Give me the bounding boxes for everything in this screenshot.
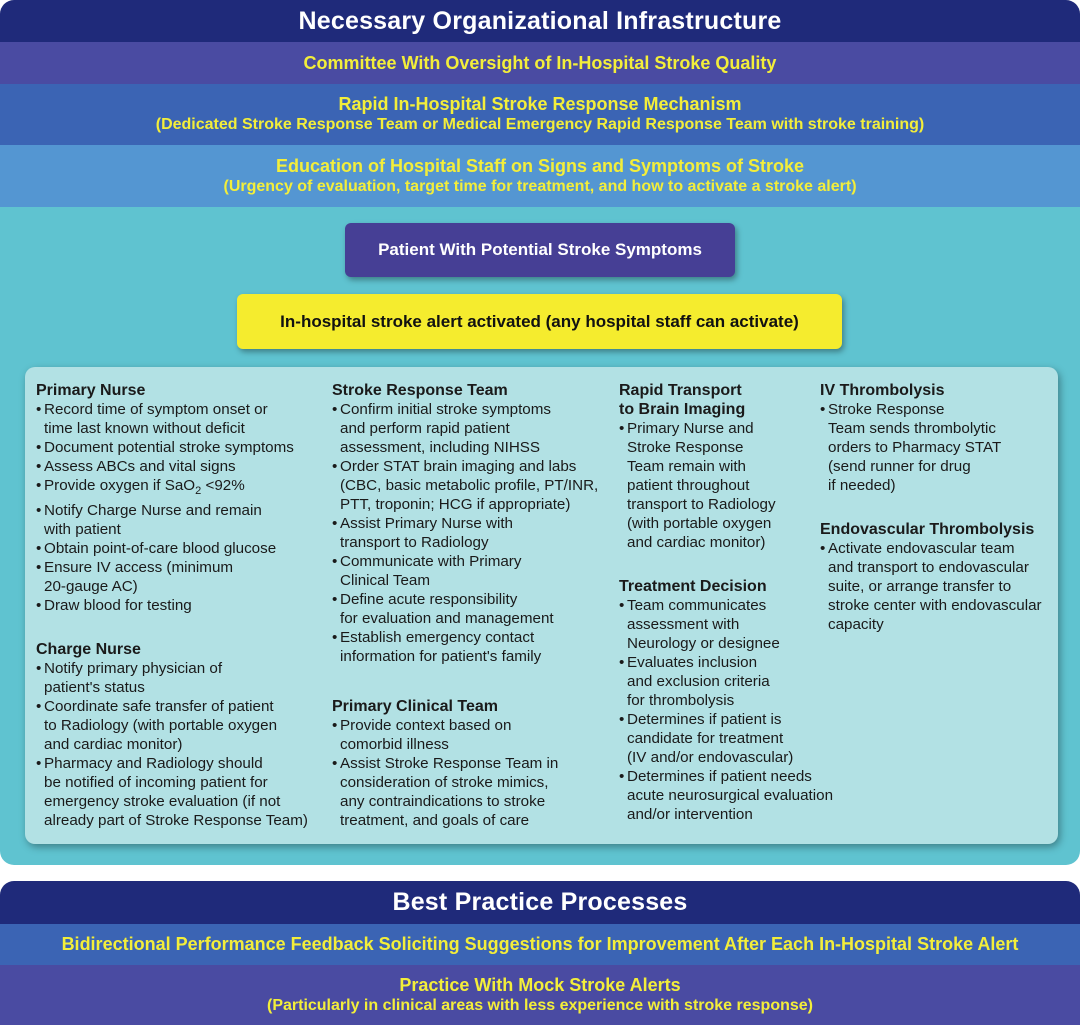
bullet-item	[36, 558, 326, 596]
education-band	[0, 145, 1080, 207]
bullet-line: for evaluation and management	[340, 610, 554, 627]
best-practice-title-text: Best Practice Processes	[392, 888, 688, 916]
bullet-line: orders to Pharmacy STAT	[828, 439, 1002, 456]
education-title: Education of Hospital Staff on Signs and Symptoms of Stroke	[275, 155, 805, 176]
bullet-line: (CBC, basic metabolic profile, PT/INR,	[340, 477, 599, 494]
bullet-line: • Notify primary physician of	[44, 660, 223, 677]
bullet-line: Neurology or designee	[627, 635, 780, 652]
bullet-line: with patient	[44, 521, 121, 539]
bullet-item	[820, 539, 1055, 634]
bullet-line: • Document potential stroke symptoms	[44, 439, 294, 456]
bullet-line: • Primary Nurse and	[627, 420, 754, 437]
bullet-line: suite, or arrange transfer to	[828, 578, 1012, 595]
stroke-alert-text: In-hospital stroke alert activated (any hospital staff can activate)	[280, 311, 799, 331]
bullet-item	[619, 653, 839, 710]
primary-nurse-title: Primary Nurse	[36, 382, 146, 399]
bullet-line: treatment, and goals of care	[340, 812, 530, 829]
bullet-item	[332, 590, 622, 628]
rapid-response-band	[0, 84, 1080, 145]
bullet-line: and cardiac monitor)	[627, 534, 766, 551]
bullet-line: Stroke Response	[627, 439, 744, 456]
bullet-line: • Determines if patient is	[627, 711, 782, 728]
committee-band	[0, 42, 1080, 84]
bullet-line: for thrombolysis	[627, 692, 735, 709]
bullet-item	[36, 400, 326, 438]
bullet-item	[332, 628, 622, 666]
bullet-line: • Evaluates inclusion	[627, 654, 758, 671]
bullet-line: any contraindications to stroke	[340, 793, 546, 810]
rapid-transport-section	[619, 381, 829, 552]
bullet-line: stroke center with endovascular	[828, 597, 1042, 614]
rapid-transport-list	[619, 419, 829, 552]
bullet-line: capacity	[828, 616, 884, 633]
bullet-line: • Confirm initial stroke symptoms	[340, 401, 551, 418]
rapid-response-title: Rapid In-Hospital Stroke Response Mechanism	[338, 94, 742, 114]
primary-nurse-section	[36, 381, 326, 615]
bullet-line: • Draw blood for testing	[44, 597, 192, 615]
bullet-item	[36, 501, 326, 539]
bullet-line: consideration of stroke mimics,	[340, 774, 549, 791]
bullet-line: and transport to endovascular	[828, 559, 1029, 576]
mock-alerts-band	[0, 965, 1080, 1025]
bullet-item	[332, 514, 622, 552]
bullet-line: already part of Stroke Response Team)	[44, 812, 308, 829]
bullet-item	[820, 400, 1055, 495]
feedback-band	[0, 924, 1080, 965]
bullet-text: <92%	[201, 477, 245, 494]
mock-alerts-detail: (Particularly in clinical areas with less experience with stroke response)	[266, 996, 813, 1014]
bullet-item	[36, 539, 326, 558]
rapid-response-detail: (Dedicated Stroke Response Team or Medical Emergency Rapid Response Team with stroke training)	[155, 116, 925, 133]
rapid-transport-title-line-2: to Brain Imaging	[619, 401, 746, 418]
bullet-line: transport to Radiology	[340, 534, 489, 551]
stroke-response-team-section	[332, 381, 622, 666]
charge-nurse-title: Charge Nurse	[36, 641, 141, 658]
endovascular-list	[820, 539, 1055, 634]
bullet-line: Team remain with	[627, 458, 747, 475]
bullet-item	[332, 716, 622, 754]
bullet-item	[619, 710, 839, 767]
bullet-line: Clinical Team	[340, 572, 431, 589]
bullet-item	[36, 697, 326, 754]
patient-symptoms-text: Patient With Potential Stroke Symptoms	[378, 240, 702, 259]
bullet-item	[36, 659, 326, 697]
bullet-line: • Activate endovascular team	[828, 540, 1015, 557]
best-practice-title	[0, 881, 1080, 924]
bullet-line: • Coordinate safe transfer of patient	[44, 698, 274, 715]
bullet-text: Provide oxygen if SaO	[44, 477, 196, 494]
bullet-line: and perform rapid patient	[340, 420, 510, 437]
bullet-line: • Pharmacy and Radiology should	[44, 755, 263, 772]
bullet-line: • Establish emergency contact	[340, 629, 535, 646]
bullet-line: • Determines if patient needs	[627, 768, 812, 785]
bullet-line: and/or intervention	[627, 806, 753, 823]
bullet-line: (IV and/or endovascular)	[627, 749, 794, 766]
infrastructure-title-text: Necessary Organizational Infrastructure	[298, 6, 782, 35]
bullet-line: • Define acute responsibility	[340, 591, 518, 608]
bullet-line: • Stroke Response	[828, 401, 945, 418]
bullet-line: (with portable oxygen	[627, 515, 772, 532]
iv-thrombolysis-section	[820, 381, 1055, 495]
bullet-item	[332, 754, 622, 830]
bullet-line: • Record time of symptom onset or	[44, 401, 268, 418]
bullet-item	[36, 754, 326, 830]
committee-text: Committee With Oversight of In-Hospital Stroke Quality	[303, 52, 777, 73]
bullet-line: assessment with	[627, 616, 740, 633]
bullet-item	[619, 419, 829, 552]
bullet-line: information for patient's family	[340, 648, 542, 665]
stroke-alert-box	[237, 294, 842, 349]
charge-nurse-section	[36, 640, 326, 830]
bullet-line: candidate for treatment	[627, 730, 784, 747]
bullet-line: if needed)	[828, 477, 896, 494]
treatment-decision-list	[619, 596, 839, 824]
bullet-line: • Assist Primary Nurse with	[340, 515, 513, 532]
bullet-line: patient throughout	[627, 477, 750, 494]
bullet-item	[36, 596, 326, 615]
bullet-line: assessment, including NIHSS	[340, 439, 541, 456]
charge-nurse-list	[36, 659, 326, 830]
bullet-line: 20-gauge AC)	[44, 578, 138, 596]
roles-panel	[25, 367, 1058, 844]
bullet-line: transport to Radiology	[627, 496, 776, 513]
stroke-response-team-title: Stroke Response Team	[332, 382, 508, 399]
primary-nurse-list	[36, 400, 326, 615]
bullet-line: time last known without deficit	[44, 420, 245, 437]
bullet-line: Team sends thrombolytic	[828, 420, 996, 437]
bullet-line: • Order STAT brain imaging and labs	[340, 458, 577, 475]
bullet-line: • Obtain point-of-care blood glucose	[44, 540, 277, 558]
iv-thrombolysis-list	[820, 400, 1055, 495]
bullet-item	[619, 596, 839, 653]
stroke-response-team-list	[332, 400, 622, 666]
bullet-line: and exclusion criteria	[627, 673, 770, 690]
infrastructure-title	[0, 0, 1080, 42]
treatment-decision-section	[619, 577, 839, 824]
bullet-line: • Notify Charge Nurse and remain	[44, 502, 262, 520]
bullet-item	[36, 438, 326, 457]
endovascular-section	[820, 520, 1055, 634]
bullet-line: • Team communicates	[627, 597, 767, 614]
primary-clinical-team-title: Primary Clinical Team	[332, 698, 498, 715]
primary-clinical-team-list	[332, 716, 622, 830]
bullet-line: and cardiac monitor)	[44, 736, 183, 753]
bullet-item	[619, 767, 839, 824]
bullet-line: be notified of incoming patient for	[44, 774, 268, 791]
education-detail: (Urgency of evaluation, target time for treatment, and how to activate a stroke alert)	[223, 177, 857, 195]
bullet-item	[36, 476, 326, 501]
bullet-line: • Provide context based on	[340, 717, 512, 734]
patient-symptoms-box	[345, 223, 735, 277]
endovascular-title: Endovascular Thrombolysis	[820, 521, 1035, 538]
bullet-line: • Communicate with Primary	[340, 553, 522, 570]
bullet-line: patient's status	[44, 679, 145, 696]
feedback-text: Bidirectional Performance Feedback Soliciting Suggestions for Improvement After Each In-Hospital Stroke Alert	[61, 934, 1019, 954]
bullet-line: acute neurosurgical evaluation	[627, 787, 834, 804]
bullet-line: • Ensure IV access (minimum	[44, 559, 234, 577]
treatment-decision-title: Treatment Decision	[619, 578, 767, 595]
subscript-text: 2	[195, 485, 202, 498]
bullet-line: (send runner for drug	[828, 458, 971, 475]
mock-alerts-title: Practice With Mock Stroke Alerts	[399, 974, 681, 995]
primary-clinical-team-section	[332, 697, 622, 830]
bullet-line: comorbid illness	[340, 736, 449, 753]
bullet-line: to Radiology (with portable oxygen	[44, 717, 278, 734]
rapid-transport-title-line-1: Rapid Transport	[619, 382, 742, 399]
bullet-item	[332, 552, 622, 590]
bullet-item	[36, 457, 326, 476]
bullet-item	[332, 457, 622, 514]
bullet-line: emergency stroke evaluation (if not	[44, 793, 281, 810]
bullet-line: PTT, troponin; HCG if appropriate)	[340, 496, 571, 513]
bullet-line: • Assess ABCs and vital signs	[44, 458, 236, 475]
bullet-line: • Assist Stroke Response Team in	[340, 755, 559, 772]
iv-thrombolysis-title: IV Thrombolysis	[820, 382, 945, 399]
bullet-item	[332, 400, 622, 457]
